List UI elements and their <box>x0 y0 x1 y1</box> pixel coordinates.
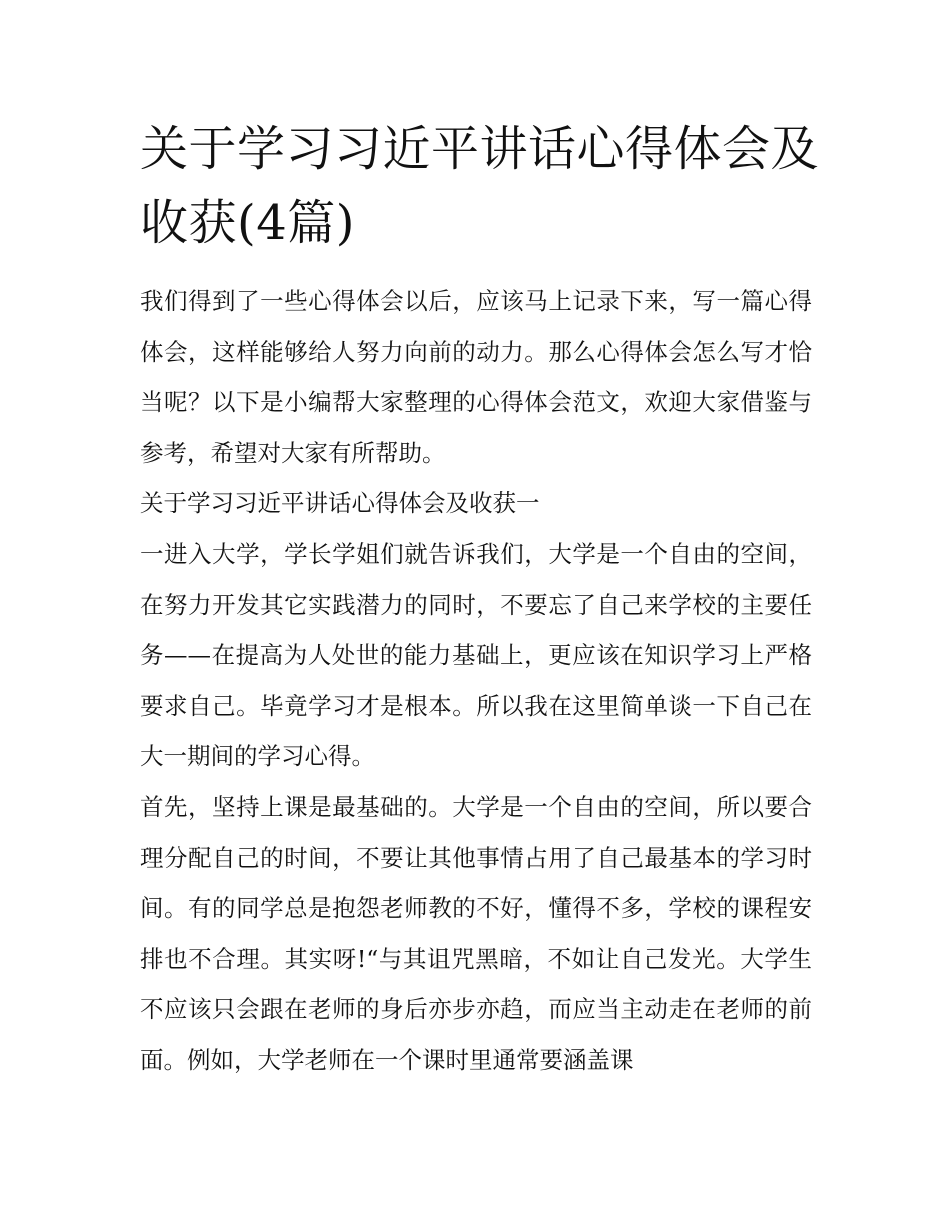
body-paragraph-1: 一进入大学，学长学姐们就告诉我们，大学是一个自由的空间，在努力开发其它实践潜力的同时，不要忘了自己来学校的主要任务——在提高为人处世的能力基础上，更应该在知识学习上严格要求自己。毕竟学习才是根本。所以我在这里简单谈一下自己在大一期间的学习心得。 <box>140 539 812 771</box>
intro-paragraph: 我们得到了一些心得体会以后，应该马上记录下来，写一篇心得体会，这样能够给人努力向前的动力。那么心得体会怎么写才恰当呢？以下是小编帮大家整理的心得体会范文，欢迎大家借鉴与参考，希望对大家有所帮助。 <box>140 287 812 467</box>
document-title: 关于学习习近平讲话心得体会及收获(4篇) <box>140 121 820 251</box>
document-body <box>140 276 812 1086</box>
section-heading: 关于学习习近平讲话心得体会及收获一 <box>140 489 540 518</box>
body-paragraph-2: 首先，坚持上课是最基础的。大学是一个自由的空间，所以要合理分配自己的时间，不要让其他事情占用了自己最基本的学习时间。有的同学总是抱怨老师教的不好，懂得不多，学校的课程安排也不合理。其实呀!“与其诅咒黑暗，不如让自己发光。大学生不应该只会跟在老师的身后亦步亦趋，而应当主动走在老师的前面。例如，大学老师在一个课时里通常要涵盖课 <box>140 792 812 1074</box>
